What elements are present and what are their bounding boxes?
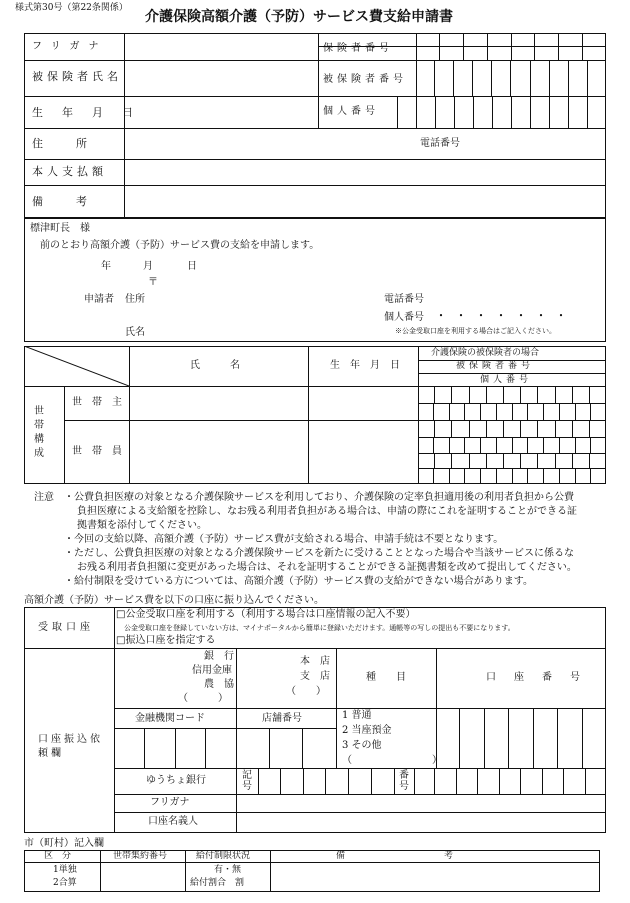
public-account-note: ※公金受取口座を利用する場合はご記入ください。 — [395, 327, 556, 335]
household-member-name-field[interactable] — [130, 421, 307, 483]
kigo-label: 記号 — [242, 770, 252, 792]
branch-name-paren[interactable]: （ ） — [286, 686, 326, 697]
postal-mark: 〒 — [148, 277, 158, 288]
furigana-field[interactable] — [126, 34, 316, 59]
phone-label: 電話番号 — [420, 138, 460, 149]
account-kind-header: 種 目 — [366, 672, 406, 683]
page-title: 介護保険高額介護（予防）サービス費支給申請書 — [145, 9, 453, 25]
address-field[interactable] — [126, 129, 416, 158]
furigana-label: フリガナ — [32, 41, 108, 52]
account-number-header: 口 座 番 号 — [486, 672, 584, 683]
bango-label: 番号 — [399, 770, 409, 792]
city-section-title: 市（町村）記入欄 — [24, 838, 104, 849]
account-holder-field[interactable] — [237, 813, 605, 832]
month-label: 月 — [143, 261, 153, 272]
my-number-dots[interactable]: ・ ・ ・ ・ ・ ・ ・ — [436, 311, 566, 322]
insured-number-label: 被保険者番号 — [323, 74, 407, 85]
form-number: 様式第30号（第22条関係） — [15, 3, 128, 13]
payment-label: 本人支払額 — [32, 165, 107, 178]
account-kind-other[interactable]: （ ） — [342, 755, 442, 766]
note-line: 拠書類を添付してください。 — [77, 520, 207, 531]
institution-code-label: 金融機関コード — [135, 713, 205, 724]
application-statement: 前のとおり高額介護（予防）サービス費の支給を申請します。 — [40, 240, 320, 251]
insured-number-boxes[interactable] — [416, 60, 606, 96]
applicant-name-label: 氏名 — [125, 327, 145, 338]
payment-field[interactable] — [126, 160, 604, 184]
note-line: ・今回の支給以降、高額介護（予防）サービス費が支給される場合、申請手続は不要となります。 — [64, 534, 504, 545]
city-header-status: 給付制限状況 — [196, 851, 251, 861]
branch-type-label: 支 店 — [300, 671, 330, 682]
applicant-label: 申請者 — [84, 294, 114, 305]
household-head-name-field[interactable] — [130, 387, 307, 419]
bank-name-paren[interactable]: （ ） — [178, 693, 228, 704]
transfer-request-label: 口座振込依頼欄 — [38, 734, 103, 759]
household-head-label: 世 帯 主 — [72, 397, 122, 408]
notes-label: 注意 — [34, 492, 54, 503]
account-kind-option[interactable]: 2 当座預金 — [342, 725, 392, 736]
remarks-label: 備 考 — [32, 195, 87, 208]
note-line: ・給付制限を受けている方については、高額介護（予防）サービス費の支給ができない場合があります。 — [64, 576, 533, 587]
branch-number-label: 店舗番号 — [262, 713, 302, 724]
note-line: ・ただし、公費負担医療の対象となる介護保険サービスを新たに受けることとなった場合や当該サービスに係るな — [64, 548, 574, 559]
city-header-household-no: 世帯集約番号 — [113, 851, 168, 861]
birthdate-label: 生 年 月 日 — [32, 106, 137, 119]
application-section — [24, 218, 606, 342]
diagonal-line — [24, 346, 129, 386]
public-account-option[interactable]: □公金受取口座を利用する（利用する場合は口座情報の記入不要） — [116, 609, 416, 620]
holder-furigana-label: フリガナ — [150, 797, 190, 808]
branch-type-label: 本 店 — [300, 656, 330, 667]
applicant-phone-label: 電話番号 — [384, 294, 424, 305]
account-holder-label: 口座名義人 — [148, 816, 198, 827]
bank-type-label: 銀 行 — [204, 651, 234, 662]
account-kind-option[interactable]: 1 普通 — [342, 710, 372, 721]
household-side-label: 世帯構成 — [34, 406, 44, 459]
insurer-number-boxes[interactable] — [416, 33, 606, 60]
year-label: 年 — [101, 261, 111, 272]
birthdate-field[interactable] — [126, 97, 316, 127]
city-ratio-value: 給付割合 割 — [190, 878, 245, 888]
applicant-address-label: 住所 — [125, 294, 145, 305]
address-label: 住 所 — [32, 137, 87, 150]
city-header-category: 区 分 — [44, 851, 72, 861]
household-name-header: 氏 名 — [190, 360, 240, 371]
note-line: ・公費負担医療の対象となる介護保険サービスを利用しており、介護保険の定率負担適用後の利用者負担から公費 — [64, 492, 574, 503]
account-kind-option[interactable]: 3 その他 — [342, 740, 382, 751]
receive-account-label: 受取口座 — [38, 622, 94, 633]
city-header-remarks: 備 考 — [336, 851, 454, 861]
city-category-option: 1単独 — [53, 865, 77, 875]
insured-name-field[interactable] — [126, 61, 316, 95]
city-category-option: 2合算 — [53, 878, 77, 888]
household-member-label: 世 帯 員 — [72, 446, 122, 457]
public-account-option-note: 公金受取口座を登録していない方は、マイナポータルから簡単に登録いただけます。通帳等の写しの提出も不要になります。 — [124, 624, 515, 632]
bank-type-label: 信用金庫 — [192, 665, 232, 676]
my-number-label: 個人番号 — [323, 106, 379, 117]
applicant-my-number-label: 個人番号 — [384, 312, 424, 323]
insured-name-label: 被保険者氏名 — [32, 70, 122, 83]
my-number-boxes[interactable] — [379, 96, 606, 128]
insured-case-header: 介護保険の被保険者の場合 — [431, 348, 540, 358]
note-line: 負担医療による支給額を控除し、なお残る利用者負担がある場合は、申請の際にこれを証明することができる証 — [77, 506, 577, 517]
insured-number-header: 被保険者番号 — [456, 361, 535, 371]
insurer-number-label: 保険者番号 — [323, 43, 393, 54]
bank-intro: 高額介護（予防）サービス費を以下の口座に振り込んでください。 — [24, 595, 324, 606]
note-line: お残る利用者負担額に変更があった場合は、それを証明することができる証拠書類を改めて提出してください。 — [77, 562, 577, 573]
city-status-value: 有・無 — [214, 865, 242, 875]
household-birth-header: 生 年 月 日 — [330, 360, 400, 371]
my-number-header: 個人番号 — [480, 375, 533, 385]
bank-type-label: 農 協 — [204, 679, 234, 690]
remarks-field[interactable] — [126, 186, 604, 217]
holder-furigana-field[interactable] — [237, 795, 605, 811]
transfer-account-option[interactable]: □振込口座を指定する — [116, 635, 216, 646]
addressee: 標津町長 様 — [30, 223, 90, 234]
yucho-bank-label: ゆうちょ銀行 — [146, 775, 206, 786]
day-label: 日 — [187, 261, 197, 272]
